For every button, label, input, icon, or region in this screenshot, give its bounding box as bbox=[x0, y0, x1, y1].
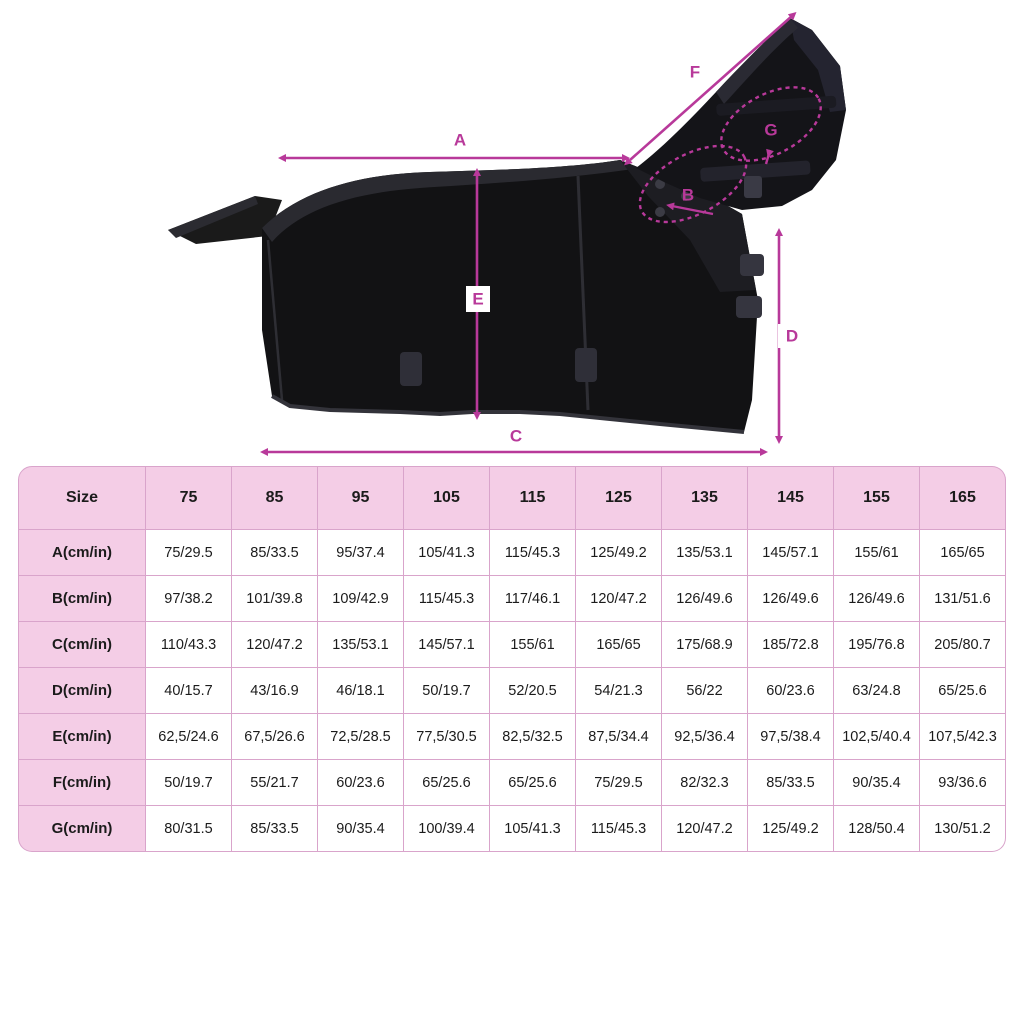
dimension-label-g: G bbox=[764, 120, 778, 140]
table-cell: 205/80.7 bbox=[920, 622, 1006, 668]
table-cell: 155/61 bbox=[490, 622, 576, 668]
table-row bbox=[18, 668, 1006, 714]
table-cell: 63/24.8 bbox=[834, 668, 920, 714]
table-cell: 87,5/34.4 bbox=[576, 714, 662, 760]
table-cell: 77,5/30.5 bbox=[404, 714, 490, 760]
table-cell: 115/45.3 bbox=[576, 806, 662, 852]
table-cell: 82/32.3 bbox=[662, 760, 748, 806]
table-cell: 102,5/40.4 bbox=[834, 714, 920, 760]
table-cell: 56/22 bbox=[662, 668, 748, 714]
table-cell: 185/72.8 bbox=[748, 622, 834, 668]
table-cell: 165/65 bbox=[576, 622, 662, 668]
table-cell: 67,5/26.6 bbox=[232, 714, 318, 760]
table-header-cell: 115 bbox=[490, 466, 576, 530]
table-row bbox=[18, 622, 1006, 668]
table-cell: 85/33.5 bbox=[232, 530, 318, 576]
table-cell: 55/21.7 bbox=[232, 760, 318, 806]
table-cell: 117/46.1 bbox=[490, 576, 576, 622]
table-row bbox=[18, 760, 1006, 806]
table-cell: 65/25.6 bbox=[404, 760, 490, 806]
table-header-cell: 135 bbox=[662, 466, 748, 530]
table-cell: 90/35.4 bbox=[834, 760, 920, 806]
table-cell: 105/41.3 bbox=[404, 530, 490, 576]
table-cell: 120/47.2 bbox=[576, 576, 662, 622]
dimension-label-b: B bbox=[681, 185, 695, 205]
table-cell: 65/25.6 bbox=[920, 668, 1006, 714]
table-cell: 125/49.2 bbox=[576, 530, 662, 576]
table-cell: 126/49.6 bbox=[834, 576, 920, 622]
dimension-label-e: E bbox=[472, 289, 484, 309]
row-label: B(cm/in) bbox=[18, 576, 146, 622]
table-cell: 115/45.3 bbox=[490, 530, 576, 576]
table-cell: 101/39.8 bbox=[232, 576, 318, 622]
table-cell: 135/53.1 bbox=[662, 530, 748, 576]
table-cell: 62,5/24.6 bbox=[146, 714, 232, 760]
table-cell: 130/51.2 bbox=[920, 806, 1006, 852]
table-header-row bbox=[18, 466, 1006, 530]
table-cell: 60/23.6 bbox=[748, 668, 834, 714]
table-header-cell: 155 bbox=[834, 466, 920, 530]
table-row bbox=[18, 714, 1006, 760]
table-cell: 93/36.6 bbox=[920, 760, 1006, 806]
table-cell: 175/68.9 bbox=[662, 622, 748, 668]
table-cell: 46/18.1 bbox=[318, 668, 404, 714]
table-cell: 54/21.3 bbox=[576, 668, 662, 714]
dimension-label-d: D bbox=[785, 326, 799, 346]
table-cell: 43/16.9 bbox=[232, 668, 318, 714]
table-cell: 52/20.5 bbox=[490, 668, 576, 714]
table-header-cell: 105 bbox=[404, 466, 490, 530]
table-cell: 126/49.6 bbox=[748, 576, 834, 622]
row-label: A(cm/in) bbox=[18, 530, 146, 576]
table-cell: 72,5/28.5 bbox=[318, 714, 404, 760]
table-cell: 145/57.1 bbox=[748, 530, 834, 576]
table-cell: 125/49.2 bbox=[748, 806, 834, 852]
size-table bbox=[18, 466, 1006, 852]
horse-rug-illustration bbox=[168, 18, 846, 432]
table-header-cell: 95 bbox=[318, 466, 404, 530]
row-label: G(cm/in) bbox=[18, 806, 146, 852]
table-cell: 40/15.7 bbox=[146, 668, 232, 714]
table-cell: 60/23.6 bbox=[318, 760, 404, 806]
table-cell: 126/49.6 bbox=[662, 576, 748, 622]
dimension-label-c: C bbox=[509, 426, 523, 446]
table-cell: 97/38.2 bbox=[146, 576, 232, 622]
table-cell: 100/39.4 bbox=[404, 806, 490, 852]
table-header-cell: 125 bbox=[576, 466, 662, 530]
table-cell: 97,5/38.4 bbox=[748, 714, 834, 760]
rug-measurement-diagram bbox=[0, 0, 1024, 460]
table-header-cell: 165 bbox=[920, 466, 1006, 530]
table-cell: 128/50.4 bbox=[834, 806, 920, 852]
row-label: C(cm/in) bbox=[18, 622, 146, 668]
row-label: F(cm/in) bbox=[18, 760, 146, 806]
table-cell: 155/61 bbox=[834, 530, 920, 576]
table-cell: 50/19.7 bbox=[146, 760, 232, 806]
table-cell: 195/76.8 bbox=[834, 622, 920, 668]
table-cell: 107,5/42.3 bbox=[920, 714, 1006, 760]
table-header-cell: 145 bbox=[748, 466, 834, 530]
table-cell: 92,5/36.4 bbox=[662, 714, 748, 760]
table-cell: 145/57.1 bbox=[404, 622, 490, 668]
table-cell: 50/19.7 bbox=[404, 668, 490, 714]
table-cell: 115/45.3 bbox=[404, 576, 490, 622]
table-header-cell: Size bbox=[18, 466, 146, 530]
table-cell: 120/47.2 bbox=[232, 622, 318, 668]
table-cell: 75/29.5 bbox=[576, 760, 662, 806]
table-cell: 75/29.5 bbox=[146, 530, 232, 576]
table-row bbox=[18, 806, 1006, 852]
dimension-label-a: A bbox=[453, 130, 467, 150]
table-cell: 105/41.3 bbox=[490, 806, 576, 852]
size-chart bbox=[18, 466, 1006, 852]
table-cell: 135/53.1 bbox=[318, 622, 404, 668]
table-cell: 110/43.3 bbox=[146, 622, 232, 668]
table-cell: 120/47.2 bbox=[662, 806, 748, 852]
table-cell: 109/42.9 bbox=[318, 576, 404, 622]
table-cell: 85/33.5 bbox=[232, 806, 318, 852]
table-cell: 165/65 bbox=[920, 530, 1006, 576]
table-cell: 65/25.6 bbox=[490, 760, 576, 806]
dimension-label-f: F bbox=[689, 62, 701, 82]
table-header-cell: 85 bbox=[232, 466, 318, 530]
table-row bbox=[18, 530, 1006, 576]
table-cell: 90/35.4 bbox=[318, 806, 404, 852]
row-label: E(cm/in) bbox=[18, 714, 146, 760]
row-label: D(cm/in) bbox=[18, 668, 146, 714]
table-row bbox=[18, 576, 1006, 622]
table-cell: 95/37.4 bbox=[318, 530, 404, 576]
table-cell: 80/31.5 bbox=[146, 806, 232, 852]
table-header-cell: 75 bbox=[146, 466, 232, 530]
table-cell: 85/33.5 bbox=[748, 760, 834, 806]
table-cell: 131/51.6 bbox=[920, 576, 1006, 622]
table-cell: 82,5/32.5 bbox=[490, 714, 576, 760]
